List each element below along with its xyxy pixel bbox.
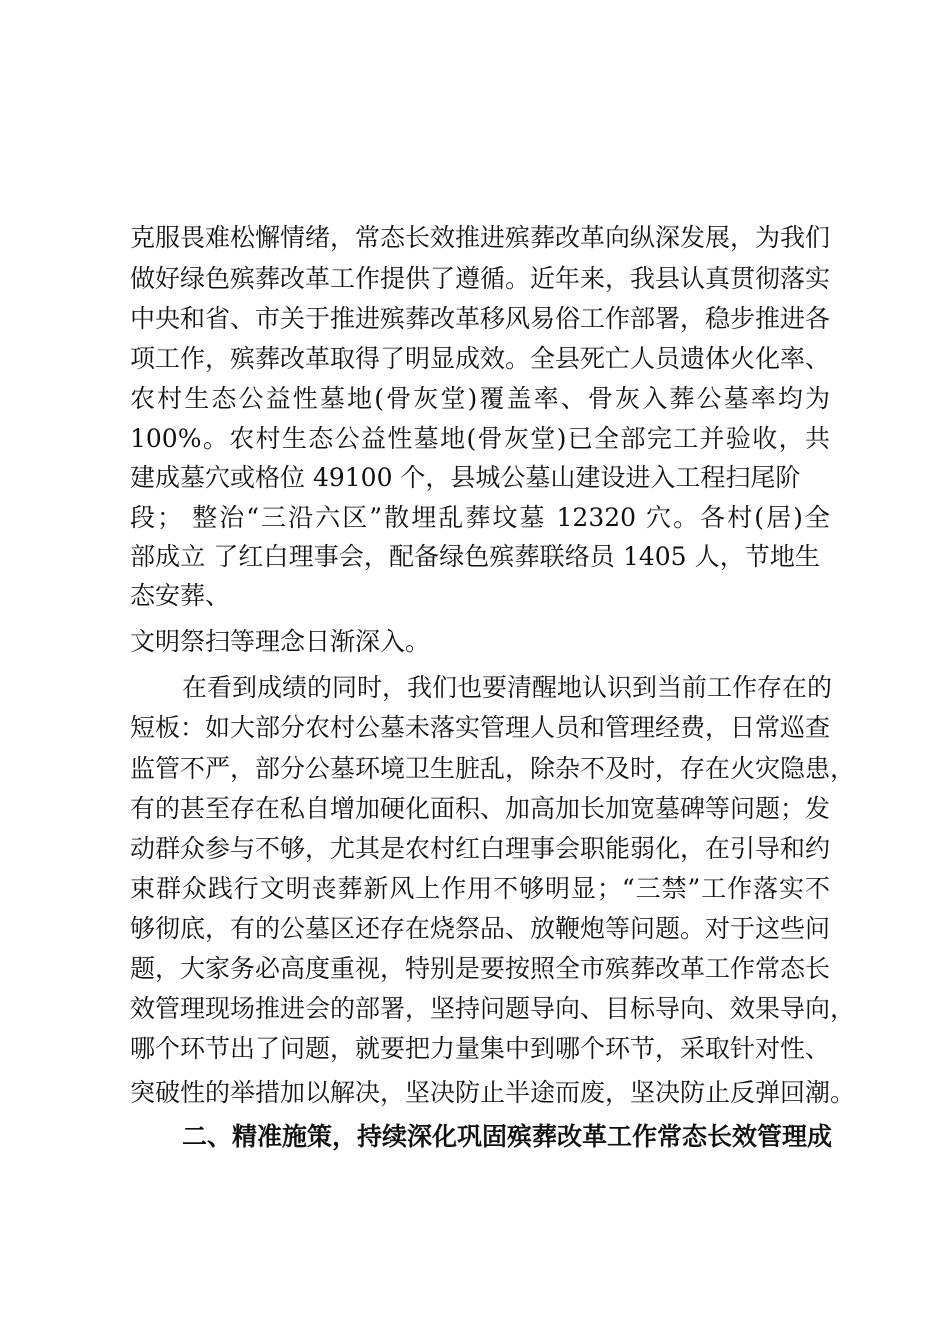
text-line: 克服畏难松懈情绪，常态长效推进殡葬改革向纵深发展，为我们 bbox=[130, 223, 831, 252]
text-line: 部成立 了红白理事会，配备绿色殡葬联络员 1405 人，节地生 bbox=[130, 542, 820, 571]
text-line: 建成墓穴或格位 49100 个，县城公墓山建设进入工程扫尾阶 bbox=[130, 463, 801, 492]
text-line: 项工作，殡葬改革取得了明显成效。全县死亡人员遗体火化率、 bbox=[130, 344, 831, 373]
text-line: 短板：如大部分农村公墓未落实管理人员和管理经费，日常巡查 bbox=[130, 713, 831, 742]
text-line: 束群众践行文明丧葬新风上作用不够明显；“三禁”工作落实不 bbox=[130, 874, 830, 903]
text-line: 突破性的举措加以解决，坚决防止半途而废，坚决防止反弹回潮。 bbox=[130, 1078, 856, 1107]
section-heading: 二、精准施策，持续深化巩固殡葬改革工作常态长效管理成 bbox=[182, 1122, 833, 1151]
text-line: 够彻底，有的公墓区还存在烧祭品、放鞭炮等问题。对于这些问 bbox=[130, 914, 831, 943]
text-line: 中央和省、市关于推进殡葬改革移风易俗工作部署，稳步推进各 bbox=[130, 304, 831, 333]
text-line: 动群众参与不够，尤其是农村红白理事会职能弱化，在引导和约 bbox=[130, 834, 831, 863]
text-line: 100%。农村生态公益性墓地(骨灰堂)已全部完工并验收，共 bbox=[130, 424, 830, 453]
text-line: 做好绿色殡葬改革工作提供了遵循。近年来，我县认真贯彻落实 bbox=[130, 264, 831, 293]
text-line: 态安葬、 bbox=[130, 581, 231, 610]
text-line: 题，大家务必高度重视，特别是要按照全市殡葬改革工作常态长 bbox=[130, 954, 831, 983]
text-line: 段； 整治“三沿六区”散埋乱葬坟墓 12320 穴。各村(居)全 bbox=[130, 503, 830, 532]
text-line: 监管不严，部分公墓环境卫生脏乱，除杂不及时，存在火灾隐患， bbox=[130, 754, 856, 783]
text-line: 文明祭扫等理念日渐深入。 bbox=[130, 627, 431, 656]
text-line: 农村生态公益性墓地(骨灰堂)覆盖率、骨灰入葬公墓率均为 bbox=[130, 384, 830, 413]
text-line: 哪个环节出了问题，就要把力量集中到哪个环节，采取针对性、 bbox=[130, 1034, 831, 1063]
text-line: 在看到成绩的同时，我们也要清醒地认识到当前工作存在的 bbox=[182, 673, 833, 702]
text-line: 有的甚至存在私自增加硬化面积、加高加长加宽墓碑等问题；发 bbox=[130, 794, 831, 823]
text-line: 效管理现场推进会的部署，坚持问题导向、目标导向、效果导向， bbox=[130, 994, 856, 1023]
